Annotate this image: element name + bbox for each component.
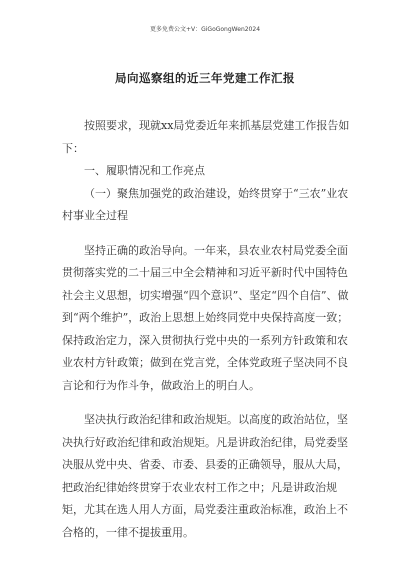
subsection-heading: （一）聚焦加强党的政治建设，始终贯穿于“三农”业农村事业全过程: [62, 186, 349, 222]
intro-paragraph: 按照要求，现就xx局党委近年来抓基层党建工作报告如下：: [62, 119, 350, 155]
document-body: [62, 115, 352, 544]
header-note: 更多免费公文+V：GiGoGongWen2024: [149, 26, 261, 33]
document-title: 局向巡察组的近三年党建工作汇报: [115, 71, 295, 85]
section-heading: 一、履职情况和工作亮点: [84, 164, 205, 177]
body-paragraph: 坚持正确的政治导向。一年来，县农业农村局党委全面贯彻落实党的二十届三中全会精神和习近平新时代中国特色社会主义思想，切实增强“四个意识”、坚定“四个自信”、做到“两个维护”，政治上思想上始终同党中央保持高度一致；保持政治定力，深入贯彻执行党中央的一系列方针政策和农业农村方针政策；做到在党言党，全体党政班子坚决同不良言论和行为作斗争，做政治上的明白人。: [62, 243, 349, 392]
body-paragraph: 坚决执行政治纪律和政治规矩。以高度的政治站位，坚决执行好政治纪律和政治规矩。凡是讲政治纪律，局党委坚决服从党中央、省委、市委、县委的正确领导，服从大局，把政治纪律始终贯穿于农业农村工作之中；凡是讲政治规矩，尤其在选人用人方面，局党委注重政治标准，政治上不合格的，一律不提拔重用。: [62, 413, 348, 539]
